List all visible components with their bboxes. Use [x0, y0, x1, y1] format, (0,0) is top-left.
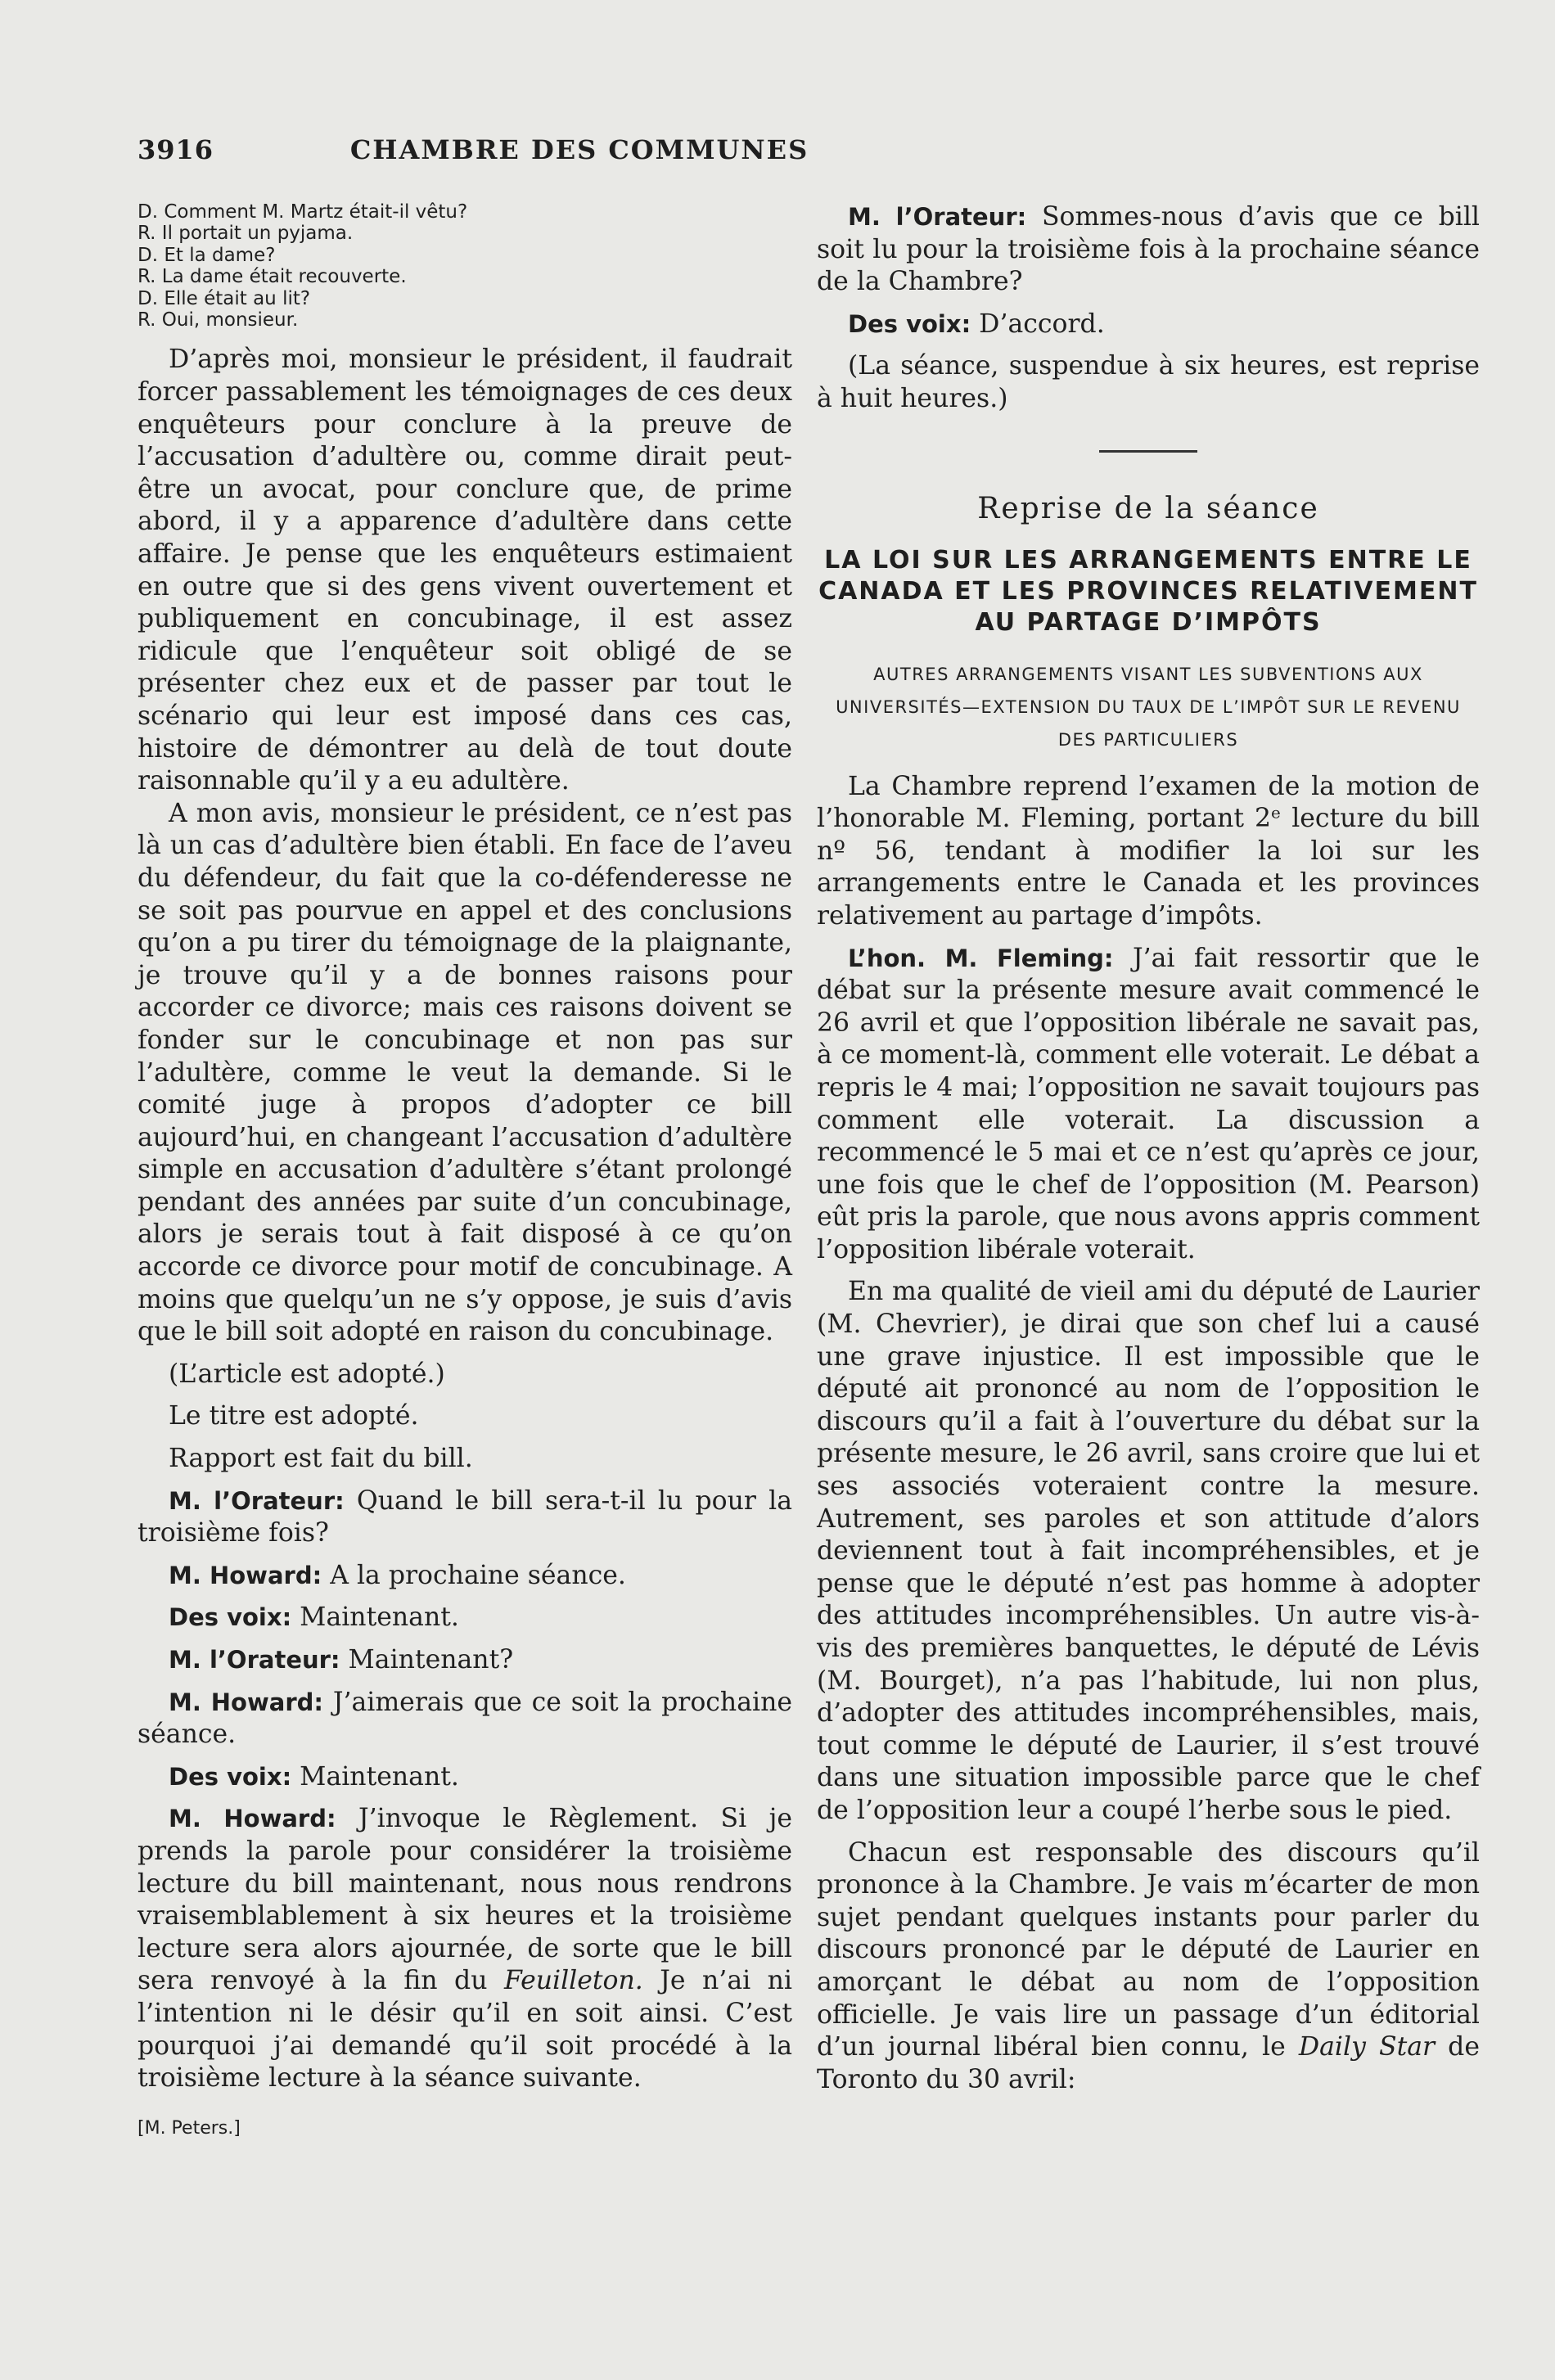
paragraph: En ma qualité de vieil ami du député de Laurier (M. Chevrier), je dirai que son chef lui a causé une grave injustice. Il est impossible que le député ait prononcé au nom de l’opposition le discours qu’il a fait à l’ouverture du débat sur la présente mesure, le 26 avril, sans croire que lui et ses associés voteraient contre la mesure. Autrement, ses paroles et son attitude d’alors deviennent tout à fait incompréhensibles, et je pense que le député n’est pas homme à adopter des attitudes incompréhensibles. Un autre vis-à-vis des premières banquettes, le député de Lévis (M. Bourget), n’a pas l’habitude, lui non plus, d’adopter des attitudes incompréhensibles, mais, tout comme le député de Laurier, il s’est trouvé dans une situation impossible parce que le chef de l’opposition leur a coupé l’herbe sous le pied.: [817, 1277, 1480, 1825]
speaker-name: M. Howard:: [169, 1561, 322, 1589]
speaker-name: M. Howard:: [169, 1805, 336, 1833]
procedural-note: Le titre est adopté.: [169, 1401, 419, 1431]
speaker-name: M. l’Orateur:: [169, 1646, 340, 1674]
speech-paragraph: [137, 1803, 792, 2094]
right-column: [817, 201, 1480, 2096]
speech-text: A la prochaine séance.: [322, 1560, 626, 1590]
paragraph: D’après moi, monsieur le président, il faudrait forcer passablement les témoignages de ces deux enquêteurs pour conclure à la preuve de l’accusation d’adultère ou, comme dirait peut-être un avocat, pour conclure que, de prime abord, il y a apparence d’adultère dans cette affaire. Je pense que les enquêteurs estimaient en outre que si des gens vivent ouvertement et publiquement en concubinage, il est assez ridicule que l’enquêteur soit obligé de se présenter chez eux et de passer par tout le scénario qui leur est imposé dans ces cas, histoire de démontrer au delà de tout doute raisonnable qu’il y a eu adultère.: [137, 345, 792, 796]
procedural-note: (La séance, suspendue à six heures, est reprise à huit heures.): [817, 351, 1480, 413]
qa-line: D. Elle était au lit?: [137, 287, 311, 309]
paragraph: A mon avis, monsieur le président, ce n’est pas là un cas d’adultère bien établi. En face de l’aveu du défendeur, du fait que la co-défenderesse ne se soit pas pourvue en appel et des conclusions qu’on a pu tirer du témoignage de la plaignante, je trouve qu’il y a de bonnes raisons pour accorder ce divorce; mais ces raisons doivent se fonder sur le concubinage et non pas sur l’adultère, comme le veut la demande. Si le comité juge à propos d’adopter ce bill aujourd’hui, en changeant l’accusation d’adultère simple en accusation d’adultère s’étant prolongé pendant des années par suite d’un concubinage, alors je serais tout à fait disposé à ce qu’on accorde ce divorce pour motif de concubinage. A moins que quelqu’un ne s’y oppose, je suis d’avis que le bill soit adopté en raison du concubinage.: [137, 798, 792, 1347]
procedural-note: (L’article est adopté.): [169, 1359, 445, 1389]
speech-text: J’invoque le Règlement. Si je prends la parole pour considérer la troisième lecture du bill maintenant, nous nous rendrons vraisemblablement à six heures et la troisième lecture sera alors ajournée, de sorte que le bill sera renvoyé à la fin du: [137, 1804, 792, 1996]
testimony-qa: [137, 201, 792, 331]
speech-paragraph: [137, 1644, 792, 1677]
paragraph-text: de Toronto du 30 avril:: [817, 2032, 1480, 2094]
speaker-name: Des voix:: [169, 1762, 292, 1791]
speech-paragraph: [817, 943, 1480, 1267]
speech-text: D’accord.: [971, 309, 1105, 339]
speaker-name: M. Howard:: [169, 1688, 323, 1716]
page-header: [137, 134, 1512, 175]
section-divider: [1099, 450, 1197, 453]
qa-line: R. Oui, monsieur.: [137, 309, 299, 331]
paragraph: La Chambre reprend l’examen de la motion de l’honorable M. Fleming, portant 2ᵉ lecture du bill nº 56, tendant à modifier la loi sur les arrangements entre le Canada et les provinces relativement au partage d’impôts.: [817, 771, 1480, 931]
bill-subheading: AUTRES ARRANGEMENTS VISANT LES SUBVENTIONS AUX UNIVERSITÉS—EXTENSION DU TAUX DE L’IMPÔT SUR LE REVENU DES PARTICULIERS: [836, 664, 1461, 750]
running-title: CHAMBRE DES COMMUNES: [349, 134, 809, 165]
speaker-name: M. l’Orateur:: [848, 203, 1027, 231]
speaker-name: Des voix:: [169, 1603, 292, 1632]
speech-paragraph: [817, 309, 1480, 341]
speaker-footnote: [M. Peters.]: [137, 2117, 241, 2139]
speech-paragraph: [137, 1485, 792, 1550]
bill-heading: LA LOI SUR LES ARRANGEMENTS ENTRE LE CANADA ET LES PROVINCES RELATIVEMENT AU PARTAGE D’IMPÔTS: [818, 545, 1478, 637]
speech-text: J’ai fait ressortir que le débat sur la présente mesure avait commencé le 26 avril et que l’opposition libérale ne savait pas, à ce moment-là, comment elle voterait. Le débat a repris le 4 mai; l’opposition ne savait toujours pas comment elle voterait. La discussion a recommencé le 5 mai et ce n’est qu’après ce jour, une fois que le chef de l’opposition (M. Pearson) eût pris la parole, que nous avons appris comment l’opposition libérale voterait.: [817, 943, 1481, 1264]
speaker-name: L’hon. M. Fleming:: [848, 944, 1114, 972]
speech-text: Maintenant.: [291, 1761, 459, 1792]
speech-paragraph: [817, 201, 1480, 299]
speech-text: J’aimerais que ce soit la prochaine séance.: [137, 1687, 793, 1750]
speech-text: Sommes-nous d’avis que ce bill soit lu pour la troisième fois à la prochaine séance de la Chambre?: [817, 202, 1480, 297]
qa-line: D. Comment M. Martz était-il vêtu?: [137, 201, 468, 223]
section-title: Reprise de la séance: [977, 491, 1319, 525]
paragraph: [817, 1837, 1480, 2097]
speech-paragraph: [137, 1687, 792, 1751]
speaker-name: Des voix:: [848, 309, 971, 338]
qa-line: R. La dame était recouverte.: [137, 266, 407, 288]
speech-text: Maintenant?: [340, 1645, 514, 1675]
paragraph-text: Chacun est responsable des discours qu’il prononce à la Chambre. Je vais m’écarter de mon sujet pendant quelques instants pour parler du discours prononcé par le député de Laurier en amorçant le débat au nom de l’opposition officielle. Je vais lire un passage d’un éditorial d’un journal libéral bien connu, le: [817, 1837, 1480, 2062]
speech-paragraph: [137, 1761, 792, 1794]
speech-paragraph: [137, 1560, 792, 1593]
newspaper-name: Daily Star: [1298, 2032, 1436, 2062]
speaker-name: M. l’Orateur:: [169, 1486, 345, 1515]
left-column: [137, 201, 792, 2139]
speech-text: Quand le bill sera-t-il lu pour la troisième fois?: [137, 1485, 792, 1548]
page-number: 3916: [137, 134, 214, 165]
speech-text: Je n’ai ni l’intention ni le désir qu’il en soit ainsi. C’est pourquoi j’ai demandé qu’il soit procédé à la troisième lecture à la séance suivante.: [137, 1966, 792, 2094]
qa-line: D. Et la dame?: [137, 244, 276, 266]
speech-paragraph: [137, 1602, 792, 1634]
speech-text: Maintenant.: [291, 1602, 459, 1633]
qa-line: R. Il portait un pyjama.: [137, 223, 354, 245]
procedural-note: Rapport est fait du bill.: [169, 1444, 473, 1474]
italic-title: Feuilleton.: [503, 1966, 643, 1996]
